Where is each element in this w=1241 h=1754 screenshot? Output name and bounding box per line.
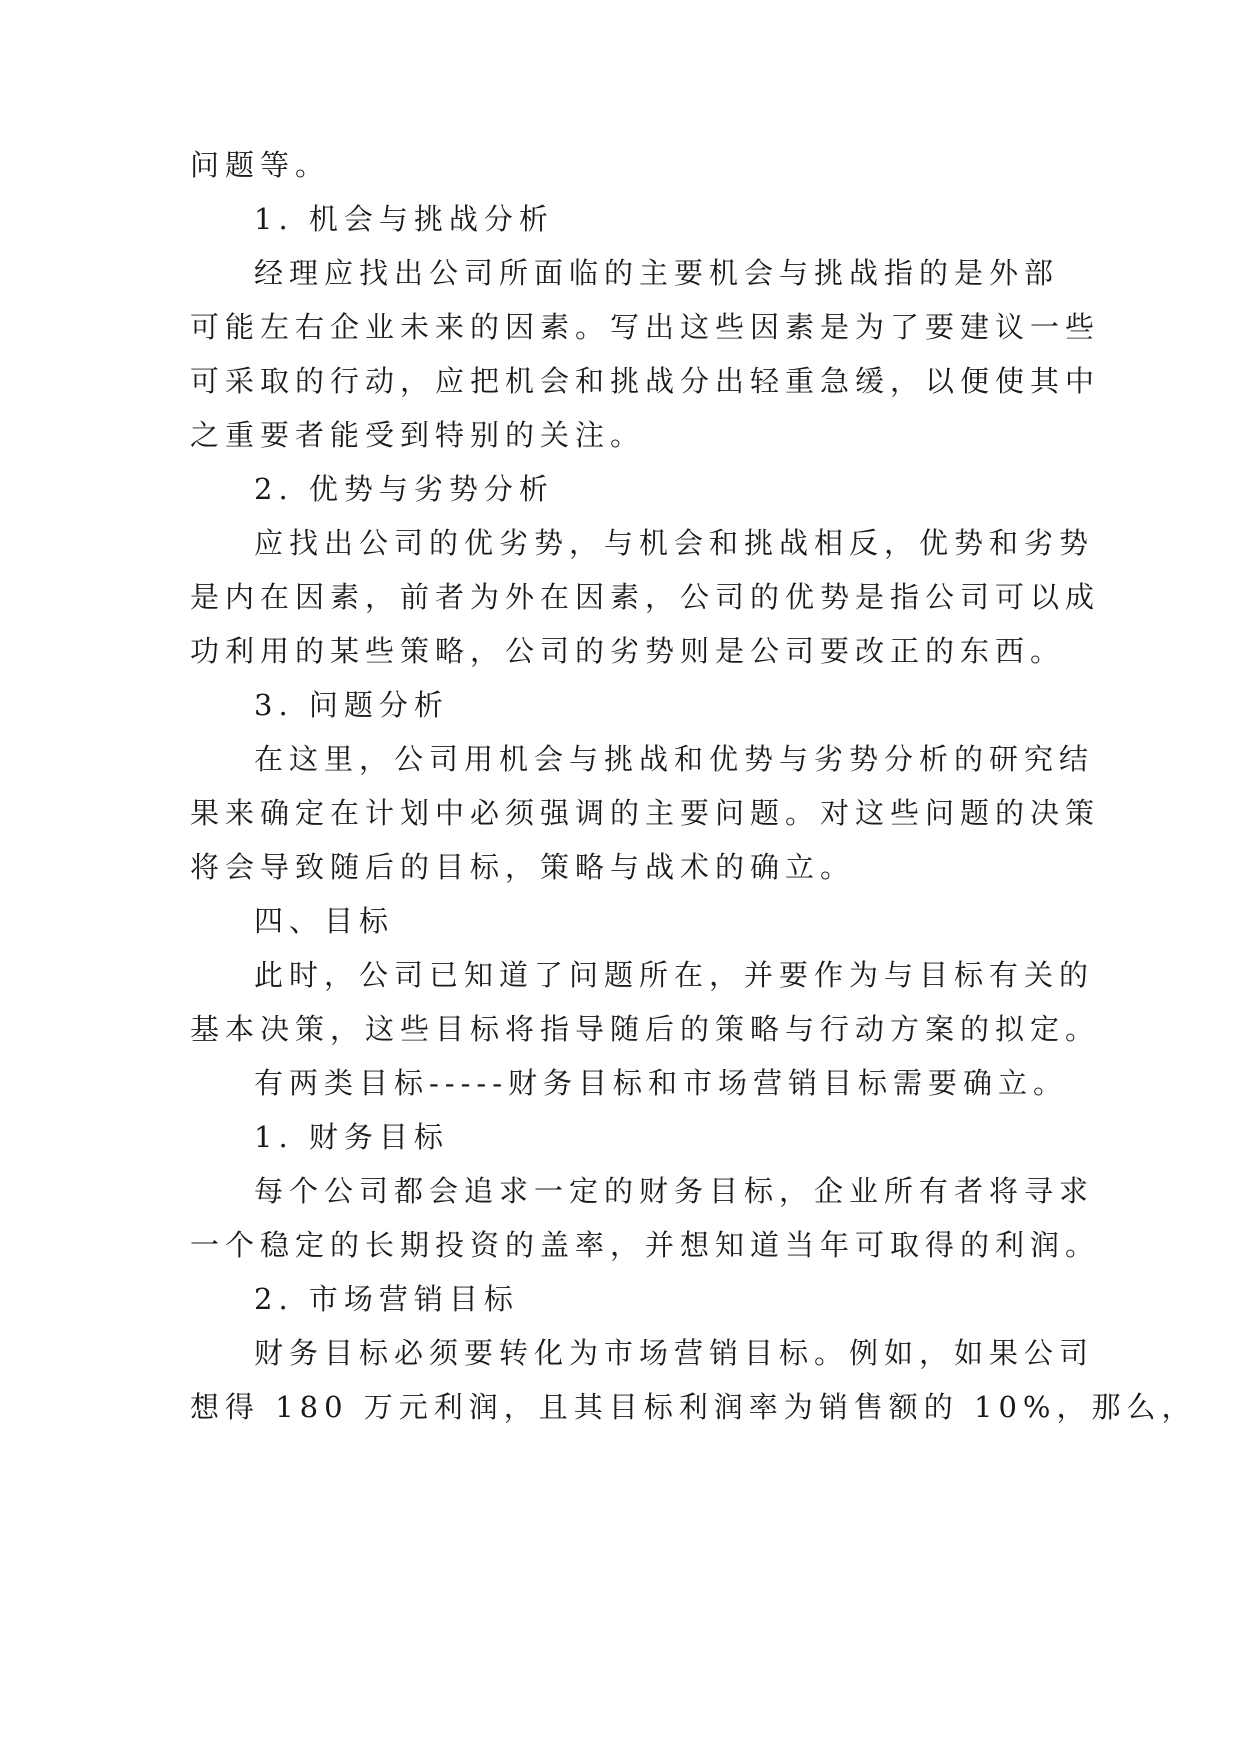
text-line-21: 一个稳定的长期投资的盖率，并想知道当年可取得的利润。 — [190, 1228, 1101, 1262]
section-heading-opportunities-challenges: 1. 机会与挑战分析 — [254, 202, 554, 236]
text-line-13: 果来确定在计划中必须强调的主要问题。对这些问题的决策 — [190, 796, 1101, 830]
text-line-18: 有两类目标-----财务目标和市场营销目标需要确立。 — [254, 1066, 1068, 1100]
text-line-5: 可采取的行动，应把机会和挑战分出轻重急缓，以便使其中 — [190, 364, 1101, 398]
section-heading-problem-analysis: 3. 问题分析 — [254, 688, 449, 722]
text-line-1: 问题等。 — [190, 148, 331, 182]
text-line-23: 财务目标必须要转化为市场营销目标。例如，如果公司 — [254, 1336, 1095, 1370]
text-line-24: 想得 180 万元利润，且其目标利润率为销售额的 10%，那么， — [190, 1390, 1197, 1424]
text-line-6: 之重要者能受到特别的关注。 — [190, 418, 646, 452]
text-line-3: 经理应找出公司所面临的主要机会与挑战指的是外部 — [254, 256, 1060, 290]
text-line-10: 功利用的某些策略，公司的劣势则是公司要改正的东西。 — [190, 634, 1066, 668]
text-line-16: 此时，公司已知道了问题所在，并要作为与目标有关的 — [254, 958, 1095, 992]
section-heading-financial-objectives: 1. 财务目标 — [254, 1120, 449, 1154]
text-line-14: 将会导致随后的目标，策略与战术的确立。 — [190, 850, 856, 884]
section-heading-marketing-objectives: 2. 市场营销目标 — [254, 1282, 519, 1316]
text-line-8: 应找出公司的优劣势，与机会和挑战相反，优势和劣势 — [254, 526, 1095, 560]
section-heading-strengths-weaknesses: 2. 优势与劣势分析 — [254, 472, 554, 506]
text-line-9: 是内在因素，前者为外在因素，公司的优势是指公司可以成 — [190, 580, 1101, 614]
text-line-12: 在这里，公司用机会与挑战和优势与劣势分析的研究结 — [254, 742, 1095, 776]
text-line-17: 基本决策，这些目标将指导随后的策略与行动方案的拟定。 — [190, 1012, 1101, 1046]
text-line-4: 可能左右企业未来的因素。写出这些因素是为了要建议一些 — [190, 310, 1101, 344]
section-heading-objectives: 四、目标 — [254, 904, 395, 938]
text-line-20: 每个公司都会追求一定的财务目标，企业所有者将寻求 — [254, 1174, 1095, 1208]
